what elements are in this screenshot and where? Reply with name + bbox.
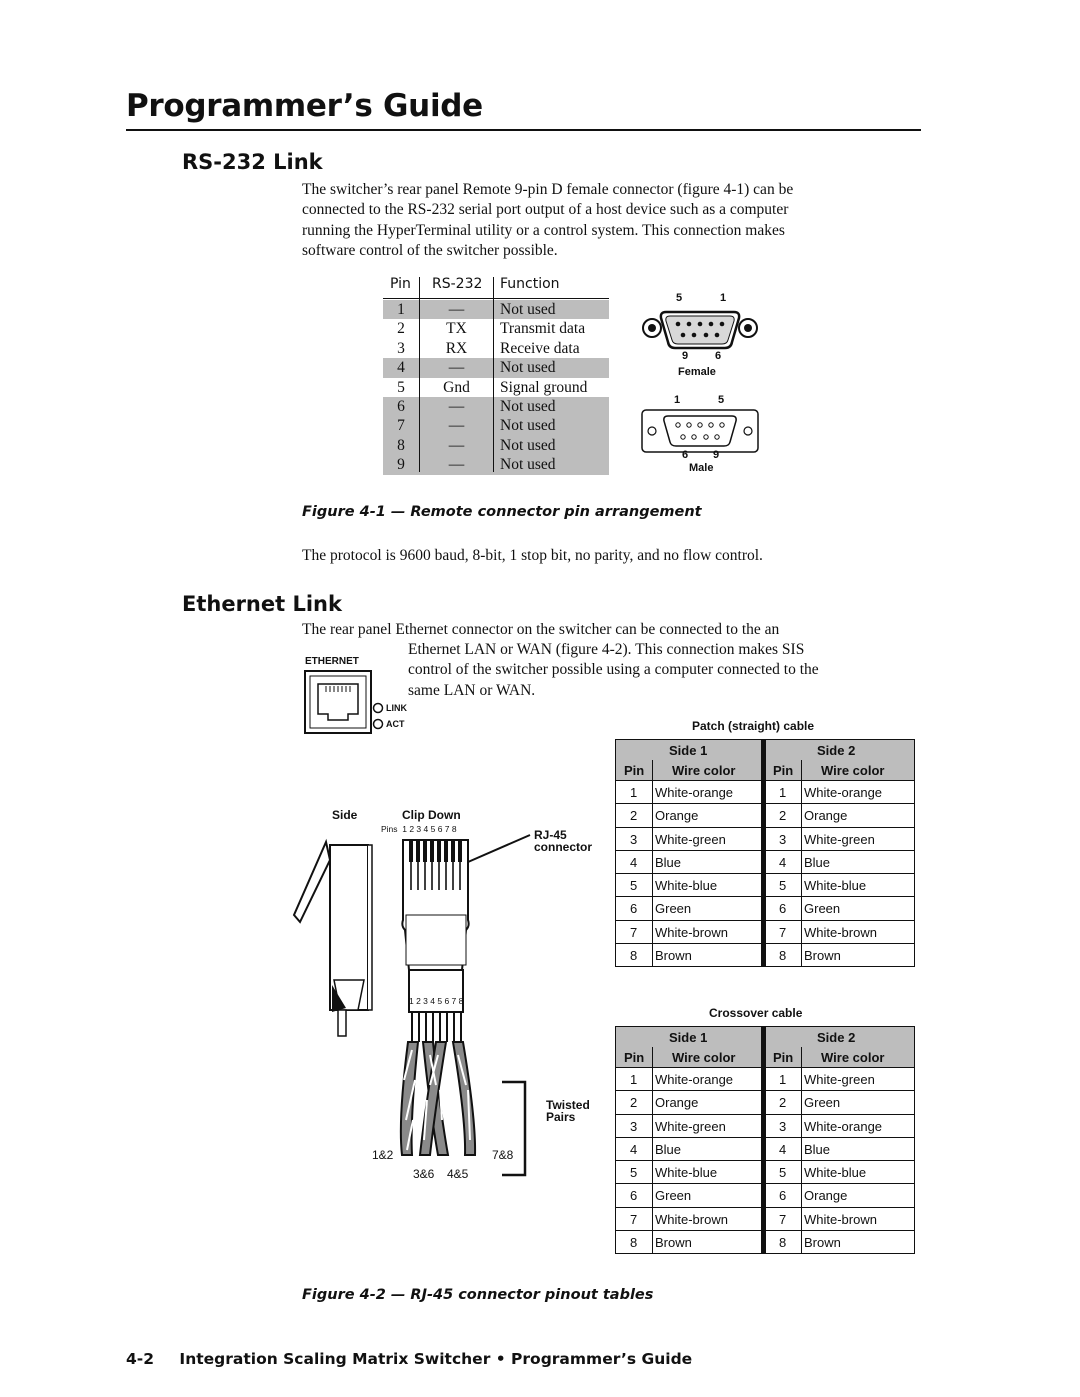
pin-table-cell: — <box>448 301 465 318</box>
table-cell: Blue <box>655 1141 682 1157</box>
table-cell: Green <box>804 901 841 917</box>
table-cell: 4 <box>779 854 787 870</box>
table-cell: Brown <box>804 948 841 964</box>
rs232-intro-line: connected to the RS-232 serial port output of a host device such as a computer <box>302 201 789 219</box>
table-cell: 1 <box>779 1072 787 1087</box>
table-cell: 7 <box>779 924 787 940</box>
figure-4-2-caption: Figure 4-2 — RJ-45 connector pinout tables <box>302 1287 654 1303</box>
table-cell: 6 <box>779 901 787 917</box>
pin-table-cell: 2 <box>397 320 405 338</box>
pins-label: Pins 1 2 3 4 5 6 7 8 <box>381 824 457 834</box>
female-pin-1-label: 1 <box>720 292 727 304</box>
table-cell: Orange <box>804 808 848 824</box>
table-cell: 5 <box>779 878 787 894</box>
table-cell: 8 <box>779 1235 787 1251</box>
table-cell: 5 <box>630 1165 638 1181</box>
ethernet-heading: Ethernet Link <box>182 592 342 616</box>
rs232-header: RS-232 <box>432 276 483 292</box>
female-pin-5-label: 5 <box>676 292 683 304</box>
pin-table-row <box>383 300 609 319</box>
side-separator <box>761 1027 766 1253</box>
table-cell: Blue <box>804 1141 831 1157</box>
ethernet-intro-line: The rear panel Ethernet connector on the switcher can be connected to the an <box>302 621 780 638</box>
pin-table-cell: — <box>448 436 465 454</box>
table-cell: 3 <box>630 1118 638 1134</box>
db9-male-icon <box>642 410 758 452</box>
page-footer <box>126 1350 692 1368</box>
side2-header: Side 2 <box>817 743 856 758</box>
pin-table-row <box>383 378 609 397</box>
db9-female-icon <box>643 312 757 348</box>
rs232-heading: RS-232 Link <box>182 150 323 174</box>
table-cell: White-blue <box>655 878 718 894</box>
footer-text: Integration Scaling Matrix Switcher • Programmer’s Guide <box>179 1350 693 1368</box>
rs232-intro-line: running the HyperTerminal utility or a control system. This connection makes <box>302 221 785 239</box>
pin-table-row <box>383 416 609 435</box>
table-cell: 4 <box>630 1141 638 1157</box>
table-cell: Orange <box>655 808 699 824</box>
pin-table-header-rule <box>383 298 609 299</box>
rj45-side-view <box>294 842 372 1036</box>
male-label: Male <box>689 462 714 474</box>
act-led-label: ACT <box>386 719 405 729</box>
table-cell: 2 <box>630 1095 638 1111</box>
table-cell: White-orange <box>804 785 883 800</box>
table-cell: White-blue <box>804 1165 867 1181</box>
male-pin-9-label: 9 <box>713 449 720 461</box>
ethernet-intro-line: Ethernet LAN or WAN (figure 4-2). This connection makes SIS <box>408 641 805 658</box>
side1-header: Side 1 <box>669 1030 708 1045</box>
pin-col-header: Pin <box>773 763 794 778</box>
table-cell: White-blue <box>804 878 867 894</box>
table-cell: 4 <box>779 1141 787 1157</box>
pin-table-cell: RX <box>445 339 468 357</box>
pin-table-cell: 4 <box>397 359 405 377</box>
crossover-cable-table <box>615 1026 915 1254</box>
table-cell: 7 <box>630 924 638 940</box>
pin-table-cell: Not used <box>500 301 556 318</box>
table-cell: 7 <box>779 1211 787 1227</box>
table-cell: 4 <box>630 854 638 870</box>
page-title: Programmer’s Guide <box>126 88 483 124</box>
ethernet-port-icon <box>304 670 374 734</box>
pin-table-row <box>383 397 609 416</box>
pin-table-cell: — <box>448 398 465 415</box>
table-cell: 2 <box>779 1095 787 1111</box>
table-cell: 1 <box>630 785 638 800</box>
table-cell: 5 <box>630 878 638 894</box>
table-cell: 6 <box>630 901 638 917</box>
function-header: Function <box>500 276 560 292</box>
table-cell: White-brown <box>804 1211 877 1227</box>
pin-table-cell: Receive data <box>500 339 580 357</box>
pin-header: Pin <box>390 276 411 292</box>
pin-col-header: Pin <box>773 1050 794 1065</box>
pin-table-cell: 6 <box>397 398 405 415</box>
female-pin-9-label: 9 <box>682 350 689 362</box>
column-divider <box>801 1047 802 1253</box>
ethernet-intro-line: control of the switcher possible using a computer connected to the <box>408 661 819 678</box>
protocol-text: The protocol is 9600 baud, 8-bit, 1 stop bit, no parity, and no flow control. <box>302 547 763 564</box>
pin-table-row <box>383 436 609 455</box>
pin-table-cell: — <box>448 456 465 474</box>
patch-cable-table <box>615 739 915 967</box>
female-label: Female <box>678 366 716 378</box>
ethernet-port-label: ETHERNET <box>305 656 359 667</box>
pin-table-cell: TX <box>446 320 467 338</box>
pin-table-cell: — <box>448 359 465 377</box>
table-cell: White-green <box>655 1118 726 1134</box>
rs232-intro-line: The switcher’s rear panel Remote 9-pin D female connector (figure 4-1) can be <box>302 181 794 198</box>
pin-table-cell: Not used <box>500 436 556 454</box>
table-cell: White-blue <box>655 1165 718 1181</box>
side2-header: Side 2 <box>817 1030 856 1045</box>
crossover-cable-title: Crossover cable <box>709 1006 803 1020</box>
table-cell: White-green <box>655 831 726 847</box>
pin-table-row <box>383 319 609 338</box>
pin-table-cell: Gnd <box>443 378 470 396</box>
column-divider <box>652 760 653 966</box>
wire-col-header: Wire color <box>821 1050 885 1065</box>
patch-cable-title: Patch (straight) cable <box>692 719 815 733</box>
rs232-intro-line: software control of the switcher possible. <box>302 241 558 259</box>
pin-table-row <box>383 339 609 358</box>
pair-36-label: 3&6 <box>413 1167 435 1181</box>
twisted-label: Twisted <box>546 1098 590 1112</box>
page-number: 4-2 <box>126 1350 155 1368</box>
rj45-label: RJ-45 <box>534 828 567 842</box>
table-cell: Brown <box>804 1235 841 1251</box>
table-cell: 2 <box>630 808 638 824</box>
connector-label: connector <box>534 840 593 854</box>
ethernet-intro-line: same LAN or WAN. <box>408 682 536 699</box>
pin-table-row <box>383 455 609 474</box>
table-cell: 5 <box>779 1165 787 1181</box>
pin-table-cell: 7 <box>397 417 405 435</box>
wire-col-header: Wire color <box>672 1050 736 1065</box>
table-cell: White-orange <box>804 1118 883 1134</box>
table-cell: White-green <box>804 1072 875 1087</box>
table-cell: Blue <box>655 854 682 870</box>
pairs-label: Pairs <box>546 1110 576 1124</box>
pin-table-cell: — <box>448 417 465 435</box>
table-cell: Blue <box>804 854 831 870</box>
table-cell: White-orange <box>655 1072 734 1087</box>
table-cell: 1 <box>630 1072 638 1087</box>
wire-col-header: Wire color <box>672 763 736 778</box>
pin-table-cell: Not used <box>500 398 556 415</box>
male-pin-6-label: 6 <box>682 449 689 461</box>
pair-45-label: 4&5 <box>447 1167 469 1181</box>
table-cell: Green <box>655 901 692 917</box>
side-separator <box>761 740 766 966</box>
table-cell: 6 <box>779 1188 787 1204</box>
table-cell: White-brown <box>655 1211 728 1227</box>
column-divider <box>652 1047 653 1253</box>
male-pin-5-label: 5 <box>718 394 725 406</box>
table-cell: 1 <box>779 785 787 800</box>
table-cell: 8 <box>630 1235 638 1251</box>
table-cell: 3 <box>779 831 787 847</box>
pin-table-cell: 3 <box>397 339 405 357</box>
pin-table-cell: 9 <box>397 456 405 474</box>
pin-table-cell: Not used <box>500 456 556 474</box>
table-cell: 8 <box>779 948 787 964</box>
pin-table-cell: Signal ground <box>500 378 588 396</box>
table-cell: 7 <box>630 1211 638 1227</box>
pair-78-label: 7&8 <box>492 1148 514 1162</box>
rs232-intro <box>302 180 902 261</box>
table-cell: 3 <box>779 1118 787 1134</box>
pin-table-cell: Not used <box>500 359 556 377</box>
table-cell: Brown <box>655 1235 692 1251</box>
table-cell: White-brown <box>655 924 728 940</box>
title-rule <box>126 129 921 131</box>
figure-4-1-caption: Figure 4-1 — Remote connector pin arrangement <box>302 504 702 520</box>
wire-col-header: Wire color <box>821 763 885 778</box>
table-cell: 2 <box>779 808 787 824</box>
table-cell: Orange <box>804 1188 848 1204</box>
table-cell: 3 <box>630 831 638 847</box>
table-cell: White-brown <box>804 924 877 940</box>
pin-col-header: Pin <box>624 763 645 778</box>
side-view-label: Side <box>332 808 358 822</box>
link-led-label: LINK <box>386 703 407 713</box>
pin-table-divider <box>493 277 494 472</box>
female-pin-6-label: 6 <box>715 350 722 362</box>
pin-table-row <box>383 358 609 377</box>
pin-table-cell: Transmit data <box>500 320 586 338</box>
clip-down-label: Clip Down <box>402 808 461 822</box>
male-pin-1-label: 1 <box>674 394 681 406</box>
side1-header: Side 1 <box>669 743 708 758</box>
table-cell: Green <box>655 1188 692 1204</box>
table-cell: Green <box>804 1095 841 1111</box>
table-cell: White-orange <box>655 785 734 800</box>
pin-col-header: Pin <box>624 1050 645 1065</box>
pin-table-divider <box>419 277 420 472</box>
table-cell: Orange <box>655 1095 699 1111</box>
status-led-icons <box>372 701 386 731</box>
pin-table-cell: 8 <box>397 436 405 454</box>
pin-table-cell: Not used <box>500 417 556 435</box>
table-cell: Brown <box>655 948 692 964</box>
pair-12-label: 1&2 <box>372 1148 394 1162</box>
db9-connectors-illustration <box>640 288 765 478</box>
column-divider <box>801 760 802 966</box>
pin-table-cell: 5 <box>397 378 405 396</box>
pin-table-cell: 1 <box>397 301 405 318</box>
pins-lower-label: 1 2 3 4 5 6 7 8 <box>409 996 464 1006</box>
table-cell: White-green <box>804 831 875 847</box>
table-cell: 6 <box>630 1188 638 1204</box>
table-cell: 8 <box>630 948 638 964</box>
